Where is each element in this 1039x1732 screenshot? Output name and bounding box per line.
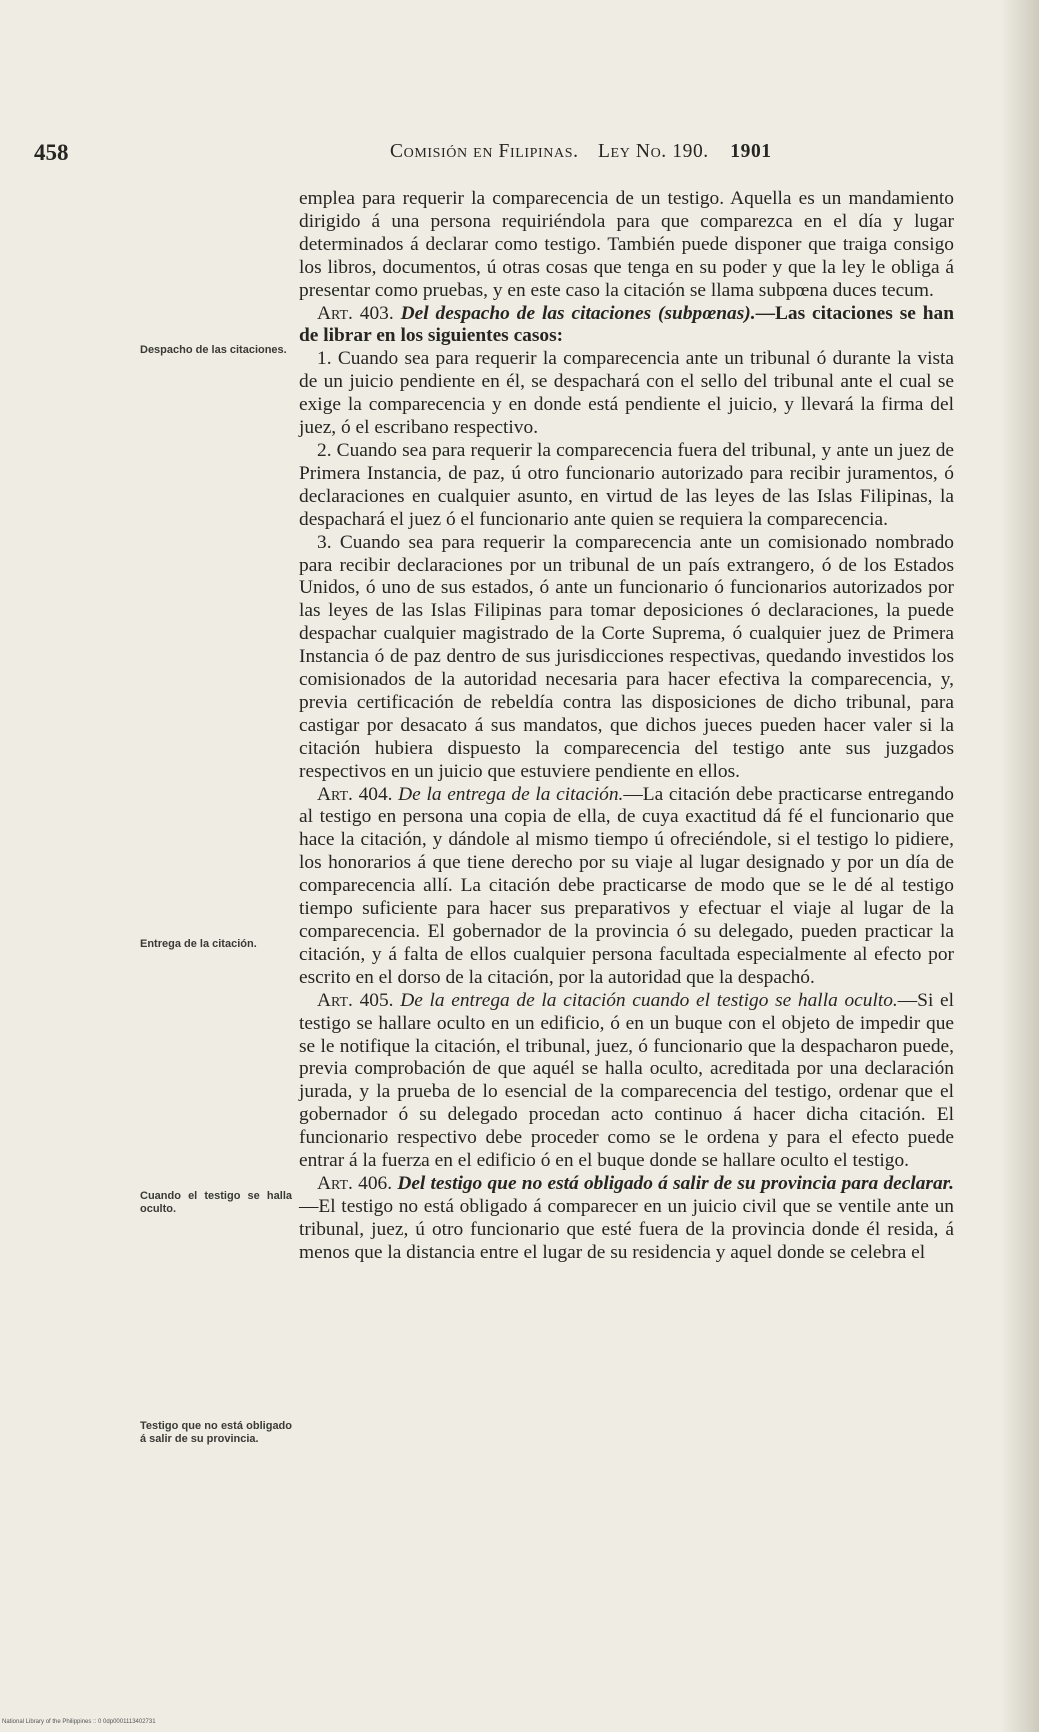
law-number: Ley No. 190. — [598, 141, 709, 162]
article-405-title: De la entrega de la citación cuando el testigo se halla oculto. — [400, 989, 898, 1011]
article-406-title: Del testigo que no está obligado á salir de su provincia para declarar. — [397, 1172, 954, 1194]
margin-note-despacho: Despacho de las citaciones. — [140, 344, 287, 356]
article-406-text: —El testigo no está obligado á comparecer en un juicio civil que se ventile ante un tribunal, juez, ú otro funcionario que esté fuera de la provincia donde él resida, á menos que la distancia entre el lugar de su residencia y aquel donde se celebra el — [299, 1195, 954, 1263]
article-405-label: Art. 405. — [317, 989, 394, 1011]
page-number: 458 — [34, 140, 69, 165]
margin-note-entrega: Entrega de la citación. — [140, 938, 257, 950]
running-head — [390, 141, 970, 163]
article-405 — [299, 990, 954, 1173]
running-title: Comisión en Filipinas. — [390, 141, 579, 162]
article-403-item-1: 1. Cuando sea para requerir la comparecencia ante un tribunal ó durante la vista de un juicio pendiente en él, se despachará con el sello del tribunal ante el cual se exige la comparecencia y en donde está pendiente el juicio, y llevará la firma del juez, ó el escribano respectivo. — [299, 348, 954, 439]
article-404 — [299, 784, 954, 990]
article-403-item-3: 3. Cuando sea para requerir la comparecencia ante un comisionado nombrado para recibir declaraciones por un tribunal de un país extrangero, ó de los Estados Unidos, ó uno de sus estados, ó ante un funcionario ó funcionarios autorizados por las leyes de las Islas Filipinas para tomar deposiciones ó declaraciones, la puede despachar cualquier magistrado de la Corte Suprema, ó cualquier juez de Primera Instancia ó de paz dentro de sus jurisdicciones respectivas, quedando investidos los comisionados de la autoridad necesaria para hacer efectiva la comparecencia, y, previa certificación de rebeldía contra las disposiciones de dicho tribunal, para castigar por desacato á sus mandatos, que dichos jueces pueden hacer valer si la citación hubiera dispuesto la comparecencia del testigo ante sus juzgados respectivos en un juicio que estuviere pendiente en ellos. — [299, 531, 954, 782]
article-404-text: —La citación debe practicarse entregando al testigo en persona una copia de ella, de cuya exactitud dá fé el funcionario que hace la citación, y dándole al mismo tiempo ú ofreciéndole, si el testigo lo pidiere, los honorarios á que tiene derecho por su viaje al lugar designado y por un día de comparecencia allí. La citación debe practicarse de modo que se le dé al testigo tiempo suficiente para hacer sus preparativos y efectuar el viaje al lugar de la comparecencia. El gobernador de la provincia ó su delegado, pueden practicar la citación, y á falta de ellos cualquier persona facultada especialmente al efecto por escrito en el dorso de la citación, por la autoridad que la despachó. — [299, 783, 954, 988]
margin-note-oculto: Cuando el testigo se halla oculto. — [140, 1190, 292, 1215]
article-406 — [299, 1173, 954, 1265]
article-403-lead: —Las citaciones se han de librar en los siguientes casos: — [299, 302, 955, 347]
page-edge-shadow — [1001, 0, 1039, 1732]
article-403 — [299, 303, 954, 349]
article-405-text: —Si el testigo se hallare oculto en un edificio, ó en un buque con el objeto de impedir que se le notifique la citación, el tribunal, juez, ó funcionario que la despacharon puede, previa comprobación de que aquél se halla oculto, acreditada por una declaración jurada, y la prueba de lo esencial de la comparecencia del testigo, ordenar que el gobernador ó su delegado procedan acto continuo á hacer dicha citación. El funcionario respectivo debe proceder como se le ordena y para el efecto puede entrar á la fuerza en el edificio ó en el buque donde se hallare oculto el testigo. — [299, 989, 954, 1172]
article-403-label: Art. 403. — [317, 302, 394, 324]
scan-footer: National Library of the Philippines :: 0 0dp0001113402731 — [2, 1719, 156, 1725]
body-text — [299, 188, 954, 1265]
margin-note-provincia: Testigo que no está obligado á salir de su provincia. — [140, 1420, 292, 1445]
article-403-title: Del despacho de las citaciones (subpœnas). — [400, 302, 756, 324]
article-403-item-2: 2. Cuando sea para requerir la comparecencia fuera del tribunal, y ante un juez de Primera Instancia, de paz, ú otro funcionario autorizado para recibir juramentos, ó declaraciones en cualquier asunto, en virtud de las leyes de las Islas Filipinas, la despachará el juez ó el funcionario ante quien se requiera la comparecencia. — [299, 439, 954, 530]
intro-paragraph: emplea para requerir la comparecencia de un testigo. Aquella es un mandamiento dirigido á una persona requiriéndola para que comparezca en el día y lugar determinados á declarar como testigo. También puede disponer que traiga consigo los libros, documentos, ú otras cosas que tenga en su poder y que la ley le obliga á presentar como pruebas, y en este caso la citación se llama subpœna duces tecum. — [299, 188, 954, 301]
article-404-label: Art. 404. — [317, 783, 393, 805]
article-406-label: Art. 406. — [317, 1172, 393, 1194]
year: 1901 — [730, 141, 772, 162]
article-404-title: De la entrega de la citación. — [398, 783, 624, 805]
